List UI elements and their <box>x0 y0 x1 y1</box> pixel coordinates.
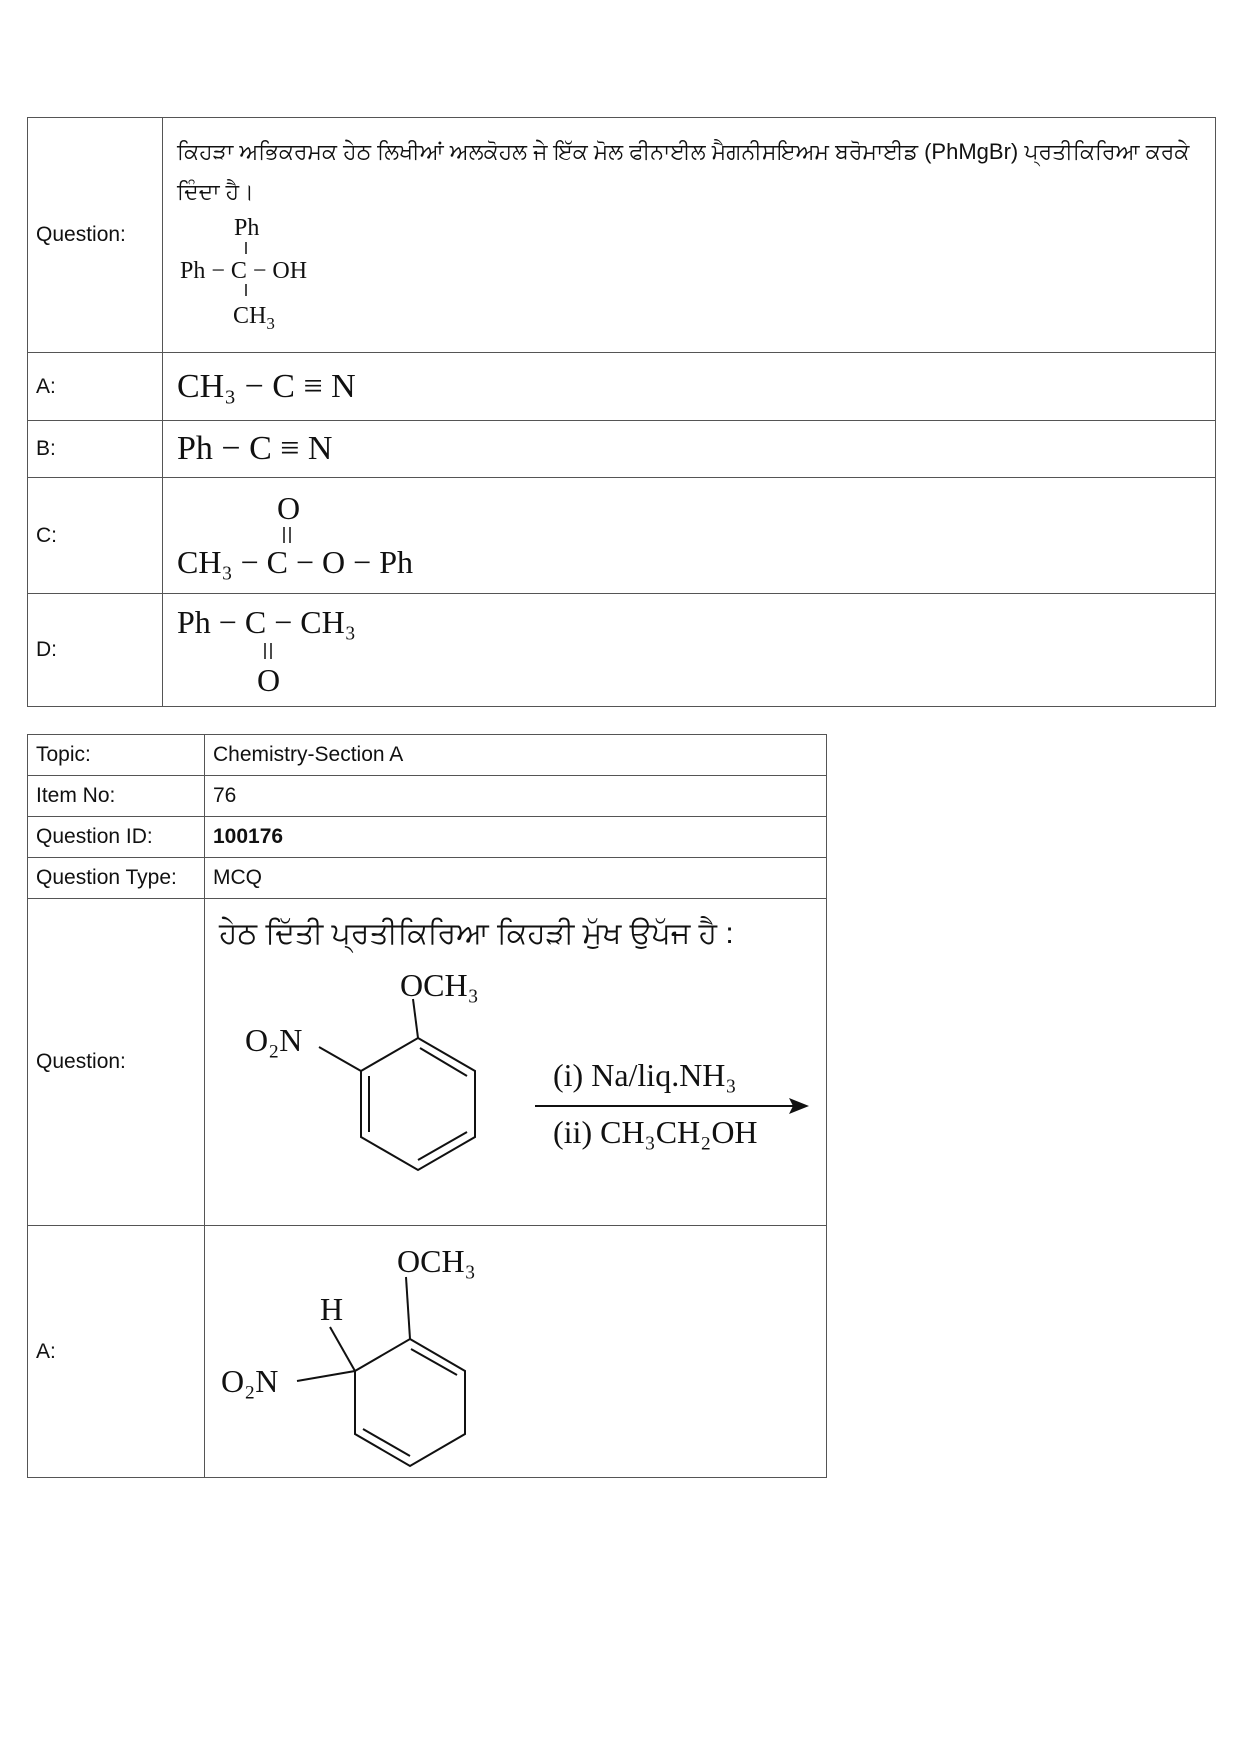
q1-ketone-structure <box>163 595 583 705</box>
q1-option-c-cell <box>163 478 1216 594</box>
q1-ester-structure <box>163 481 583 591</box>
q1-option-a-formula: CH₃ − C ≡ N <box>163 353 1216 421</box>
q1-option-a-label: A: <box>28 353 163 421</box>
meta-item-no-label: Item No: <box>28 776 205 817</box>
meta-question-type-label: Question Type: <box>28 858 205 899</box>
q2-question-label: Question: <box>28 899 205 1226</box>
q2-option-a-h: H <box>320 1290 344 1327</box>
q1-struct-bottom: $CH_3$ <box>233 303 275 333</box>
meta-item-no-value: 76 <box>205 776 827 817</box>
q2-reagent-step2: (ii) CH₃CH₂OH <box>553 1114 758 1150</box>
q1-option-d-oxygen: O <box>257 662 281 698</box>
question-1-table <box>27 117 1216 707</box>
q2-option-a-no2: O₂N <box>221 1362 279 1399</box>
q2-option-a-label: A: <box>28 1226 205 1478</box>
q1-alcohol-structure <box>163 212 563 352</box>
q2-question-cell <box>205 899 827 1226</box>
q1-option-b-label: B: <box>28 421 163 478</box>
question-2-table <box>27 734 827 1478</box>
q1-option-c-label: C: <box>28 478 163 594</box>
q2-reactant-no2: O₂N <box>245 1022 303 1058</box>
q2-option-a-cell <box>205 1226 827 1478</box>
meta-question-id-value: 100176 <box>205 817 827 858</box>
meta-question-id-label: Question ID: <box>28 817 205 858</box>
meta-question-type-value: MCQ <box>205 858 827 899</box>
q1-question-cell <box>163 118 1216 353</box>
q1-struct-middle: Ph − C − OH <box>180 258 308 284</box>
q2-option-a-och3: OCH₃ <box>397 1242 476 1279</box>
q1-option-d-formula: Ph − C − CH₃ <box>177 604 356 640</box>
q1-struct-top: Ph <box>234 215 260 241</box>
q1-option-d-cell <box>163 594 1216 707</box>
q2-reaction-scheme <box>205 951 825 1211</box>
meta-topic-label: Topic: <box>28 735 205 776</box>
q2-question-text: ਹੇਠ ਦਿੱਤੀ ਪ੍ਰਤੀਕਿਰਿਆ ਕਿਹੜੀ ਮੁੱਖ ਉਪੱਜ ਹੈ : <box>219 917 734 950</box>
meta-topic-value: Chemistry-Section A <box>205 735 827 776</box>
q2-reactant-och3: OCH₃ <box>400 967 479 1003</box>
q1-option-c-formula: CH₃ − C − O − Ph <box>177 543 413 580</box>
q2-reagent-step1: (i) Na/liq.NH₃ <box>553 1057 737 1093</box>
q1-option-c-oxygen: O <box>277 489 301 526</box>
q1-option-d-label: D: <box>28 594 163 707</box>
q1-option-b-formula: Ph − C ≡ N <box>163 421 1216 478</box>
q1-question-label: Question: <box>28 118 163 353</box>
q1-question-text: ਕਿਹੜਾ ਅਭਿਕਰਮਕ ਹੇਠ ਲਿਖੀਆਂ ਅਲਕੋਹਲ ਜੇ ਇੱਕ ਮੋਲ ਫੀਨਾਈਲ ਮੈਗਨੀਸਇਅਮ ਬਰੋਮਾਈਡ (PhMgBr) ਪ੍ਰਤੀਕਿਰਿਆ ਕਰਕੇ ਦਿੰਦਾ ਹੈ। <box>177 139 1190 204</box>
q2-option-a-structure <box>205 1227 605 1477</box>
